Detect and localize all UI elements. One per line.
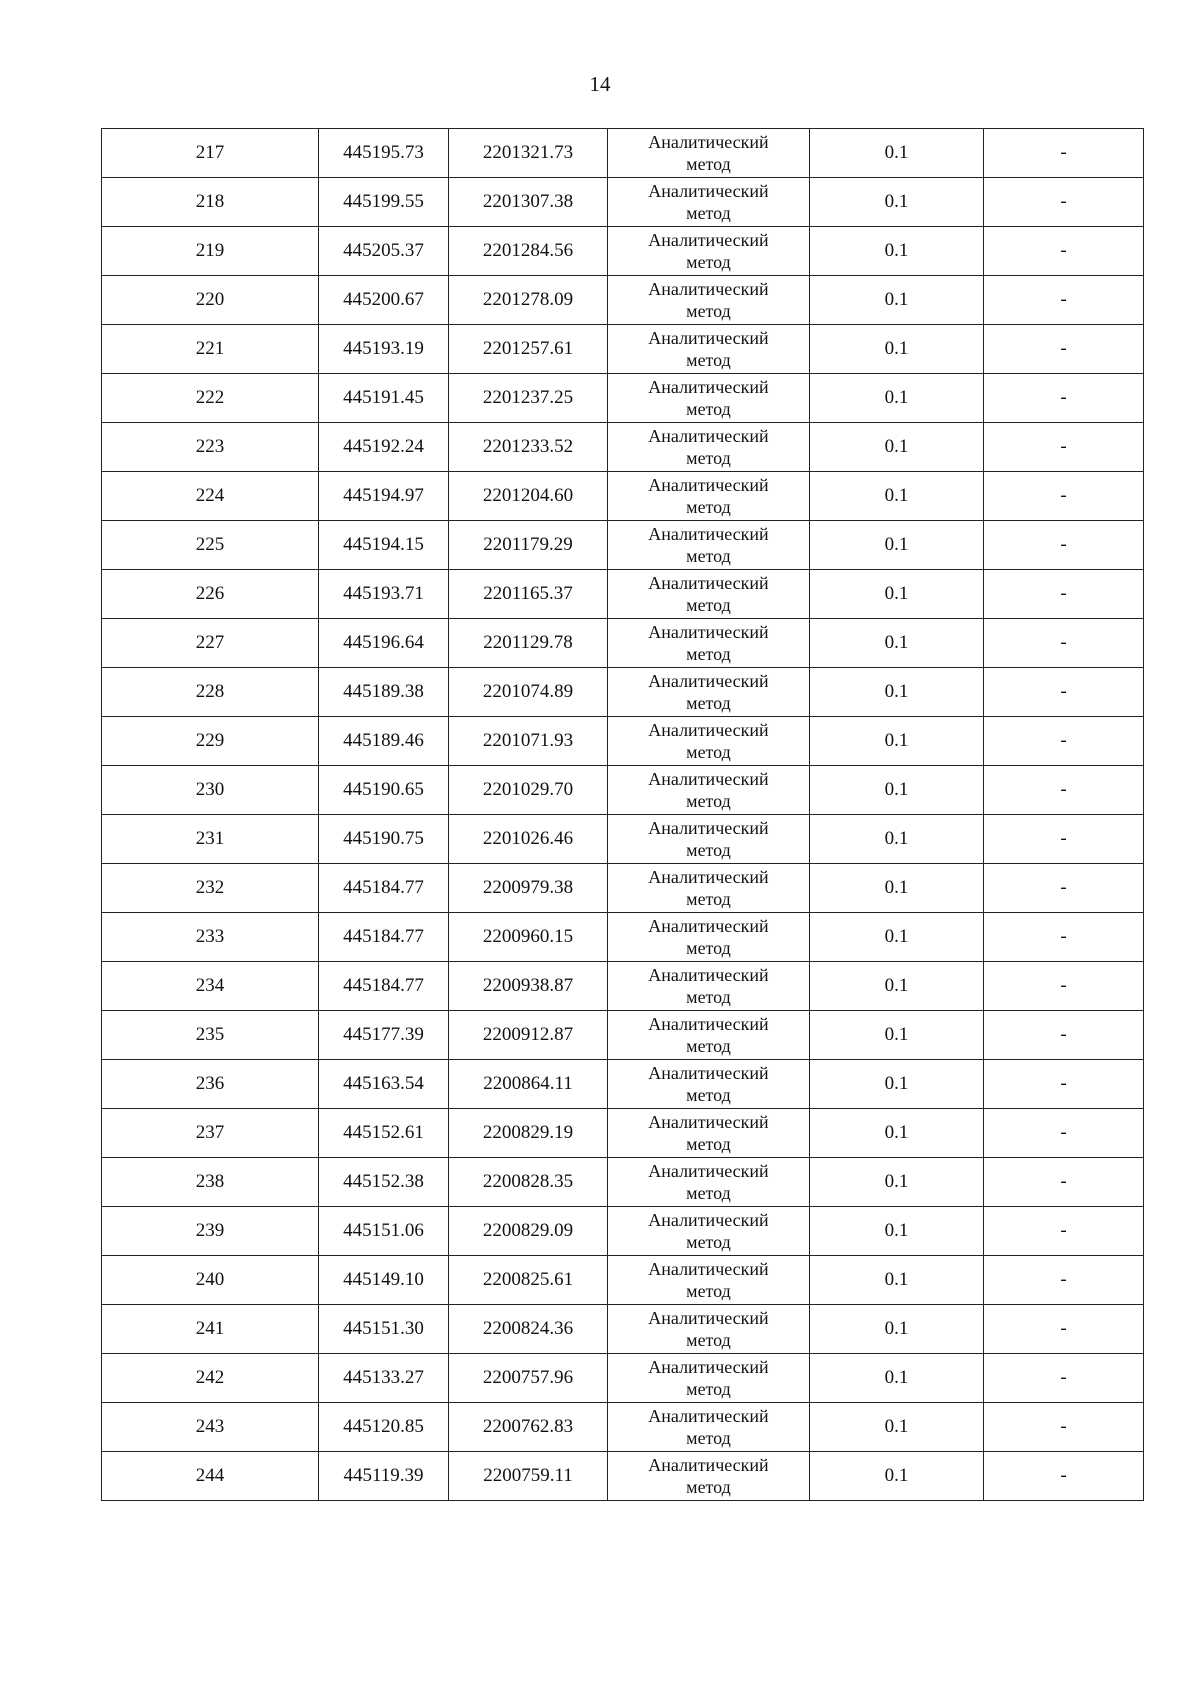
y-coordinate-cell: 2200829.19	[449, 1109, 608, 1158]
table-row	[102, 1354, 1144, 1403]
description-cell: -	[984, 374, 1144, 423]
y-coordinate-cell: 2201278.09	[449, 276, 608, 325]
method-cell	[608, 962, 810, 1011]
point-number-cell: 234	[102, 962, 319, 1011]
method-line-2: метод	[686, 840, 731, 860]
method-line-2: метод	[686, 1379, 731, 1399]
method-line-1: Аналитический	[648, 965, 769, 985]
point-number-cell: 226	[102, 570, 319, 619]
table-row	[102, 570, 1144, 619]
accuracy-cell: 0.1	[810, 962, 984, 1011]
method-cell	[608, 276, 810, 325]
x-coordinate-cell: 445191.45	[319, 374, 449, 423]
y-coordinate-cell: 2200759.11	[449, 1452, 608, 1501]
y-coordinate-cell: 2201233.52	[449, 423, 608, 472]
method-line-1: Аналитический	[648, 769, 769, 789]
method-cell	[608, 1452, 810, 1501]
point-number-cell: 229	[102, 717, 319, 766]
method-cell	[608, 717, 810, 766]
point-number-cell: 228	[102, 668, 319, 717]
table-row	[102, 1256, 1144, 1305]
x-coordinate-cell: 445189.38	[319, 668, 449, 717]
description-cell: -	[984, 423, 1144, 472]
x-coordinate-cell: 445192.24	[319, 423, 449, 472]
method-line-1: Аналитический	[648, 1014, 769, 1034]
accuracy-cell: 0.1	[810, 423, 984, 472]
accuracy-cell: 0.1	[810, 129, 984, 178]
method-line-1: Аналитический	[648, 426, 769, 446]
y-coordinate-cell: 2201029.70	[449, 766, 608, 815]
accuracy-cell: 0.1	[810, 864, 984, 913]
table-row	[102, 1207, 1144, 1256]
table-row	[102, 1403, 1144, 1452]
y-coordinate-cell: 2200824.36	[449, 1305, 608, 1354]
point-number-cell: 244	[102, 1452, 319, 1501]
table-row	[102, 668, 1144, 717]
method-line-2: метод	[686, 497, 731, 517]
description-cell: -	[984, 717, 1144, 766]
method-line-1: Аналитический	[648, 1161, 769, 1181]
point-number-cell: 221	[102, 325, 319, 374]
table-row	[102, 227, 1144, 276]
method-line-2: метод	[686, 742, 731, 762]
method-line-2: метод	[686, 889, 731, 909]
point-number-cell: 233	[102, 913, 319, 962]
method-cell	[608, 423, 810, 472]
method-line-2: метод	[686, 1330, 731, 1350]
table-row	[102, 325, 1144, 374]
x-coordinate-cell: 445133.27	[319, 1354, 449, 1403]
description-cell: -	[984, 864, 1144, 913]
description-cell: -	[984, 325, 1144, 374]
table-row	[102, 1158, 1144, 1207]
point-number-cell: 239	[102, 1207, 319, 1256]
description-cell: -	[984, 668, 1144, 717]
point-number-cell: 223	[102, 423, 319, 472]
x-coordinate-cell: 445194.15	[319, 521, 449, 570]
y-coordinate-cell: 2200864.11	[449, 1060, 608, 1109]
point-number-cell: 218	[102, 178, 319, 227]
description-cell: -	[984, 1109, 1144, 1158]
method-line-1: Аналитический	[648, 1455, 769, 1475]
y-coordinate-cell: 2200912.87	[449, 1011, 608, 1060]
description-cell: -	[984, 815, 1144, 864]
method-line-1: Аналитический	[648, 181, 769, 201]
method-line-1: Аналитический	[648, 720, 769, 740]
method-cell	[608, 1060, 810, 1109]
point-number-cell: 225	[102, 521, 319, 570]
description-cell: -	[984, 178, 1144, 227]
method-line-2: метод	[686, 301, 731, 321]
coordinates-table	[101, 128, 1144, 1501]
x-coordinate-cell: 445163.54	[319, 1060, 449, 1109]
description-cell: -	[984, 276, 1144, 325]
point-number-cell: 237	[102, 1109, 319, 1158]
method-line-2: метод	[686, 791, 731, 811]
y-coordinate-cell: 2201074.89	[449, 668, 608, 717]
description-cell: -	[984, 1354, 1144, 1403]
y-coordinate-cell: 2201165.37	[449, 570, 608, 619]
table-row	[102, 913, 1144, 962]
method-line-1: Аналитический	[648, 1112, 769, 1132]
description-cell: -	[984, 766, 1144, 815]
accuracy-cell: 0.1	[810, 374, 984, 423]
description-cell: -	[984, 1305, 1144, 1354]
x-coordinate-cell: 445194.97	[319, 472, 449, 521]
point-number-cell: 242	[102, 1354, 319, 1403]
accuracy-cell: 0.1	[810, 1158, 984, 1207]
method-line-1: Аналитический	[648, 475, 769, 495]
accuracy-cell: 0.1	[810, 913, 984, 962]
y-coordinate-cell: 2201321.73	[449, 129, 608, 178]
accuracy-cell: 0.1	[810, 717, 984, 766]
table-row	[102, 374, 1144, 423]
description-cell: -	[984, 1158, 1144, 1207]
method-line-1: Аналитический	[648, 1406, 769, 1426]
method-cell	[608, 1158, 810, 1207]
x-coordinate-cell: 445189.46	[319, 717, 449, 766]
method-line-1: Аналитический	[648, 671, 769, 691]
accuracy-cell: 0.1	[810, 276, 984, 325]
method-line-2: метод	[686, 350, 731, 370]
x-coordinate-cell: 445152.38	[319, 1158, 449, 1207]
point-number-cell: 235	[102, 1011, 319, 1060]
method-cell	[608, 325, 810, 374]
x-coordinate-cell: 445152.61	[319, 1109, 449, 1158]
point-number-cell: 224	[102, 472, 319, 521]
method-cell	[608, 668, 810, 717]
point-number-cell: 238	[102, 1158, 319, 1207]
y-coordinate-cell: 2200825.61	[449, 1256, 608, 1305]
accuracy-cell: 0.1	[810, 570, 984, 619]
table-row	[102, 423, 1144, 472]
accuracy-cell: 0.1	[810, 1060, 984, 1109]
y-coordinate-cell: 2200938.87	[449, 962, 608, 1011]
accuracy-cell: 0.1	[810, 1207, 984, 1256]
description-cell: -	[984, 1011, 1144, 1060]
accuracy-cell: 0.1	[810, 1011, 984, 1060]
method-line-2: метод	[686, 1183, 731, 1203]
y-coordinate-cell: 2201307.38	[449, 178, 608, 227]
method-line-2: метод	[686, 938, 731, 958]
x-coordinate-cell: 445184.77	[319, 864, 449, 913]
description-cell: -	[984, 962, 1144, 1011]
method-cell	[608, 1256, 810, 1305]
method-line-2: метод	[686, 399, 731, 419]
point-number-cell: 240	[102, 1256, 319, 1305]
x-coordinate-cell: 445205.37	[319, 227, 449, 276]
method-cell	[608, 864, 810, 913]
y-coordinate-cell: 2201071.93	[449, 717, 608, 766]
point-number-cell: 241	[102, 1305, 319, 1354]
accuracy-cell: 0.1	[810, 1109, 984, 1158]
x-coordinate-cell: 445199.55	[319, 178, 449, 227]
method-line-1: Аналитический	[648, 916, 769, 936]
method-line-1: Аналитический	[648, 1063, 769, 1083]
description-cell: -	[984, 619, 1144, 668]
description-cell: -	[984, 1452, 1144, 1501]
method-line-1: Аналитический	[648, 328, 769, 348]
accuracy-cell: 0.1	[810, 178, 984, 227]
method-line-2: метод	[686, 154, 731, 174]
method-line-1: Аналитический	[648, 524, 769, 544]
y-coordinate-cell: 2200979.38	[449, 864, 608, 913]
y-coordinate-cell: 2201204.60	[449, 472, 608, 521]
x-coordinate-cell: 445184.77	[319, 962, 449, 1011]
y-coordinate-cell: 2200828.35	[449, 1158, 608, 1207]
method-cell	[608, 178, 810, 227]
accuracy-cell: 0.1	[810, 472, 984, 521]
accuracy-cell: 0.1	[810, 1354, 984, 1403]
description-cell: -	[984, 1256, 1144, 1305]
description-cell: -	[984, 570, 1144, 619]
method-line-2: метод	[686, 1477, 731, 1497]
accuracy-cell: 0.1	[810, 1256, 984, 1305]
y-coordinate-cell: 2201179.29	[449, 521, 608, 570]
x-coordinate-cell: 445120.85	[319, 1403, 449, 1452]
accuracy-cell: 0.1	[810, 227, 984, 276]
table-row	[102, 276, 1144, 325]
table-row	[102, 815, 1144, 864]
method-cell	[608, 374, 810, 423]
accuracy-cell: 0.1	[810, 766, 984, 815]
description-cell: -	[984, 227, 1144, 276]
description-cell: -	[984, 521, 1144, 570]
accuracy-cell: 0.1	[810, 1403, 984, 1452]
method-cell	[608, 472, 810, 521]
y-coordinate-cell: 2201129.78	[449, 619, 608, 668]
x-coordinate-cell: 445193.71	[319, 570, 449, 619]
point-number-cell: 230	[102, 766, 319, 815]
x-coordinate-cell: 445151.30	[319, 1305, 449, 1354]
y-coordinate-cell: 2201257.61	[449, 325, 608, 374]
y-coordinate-cell: 2201237.25	[449, 374, 608, 423]
method-line-1: Аналитический	[648, 1259, 769, 1279]
method-line-2: метод	[686, 595, 731, 615]
method-line-1: Аналитический	[648, 1210, 769, 1230]
accuracy-cell: 0.1	[810, 668, 984, 717]
table-row	[102, 1109, 1144, 1158]
description-cell: -	[984, 1403, 1144, 1452]
method-cell	[608, 1109, 810, 1158]
table-row	[102, 1305, 1144, 1354]
method-line-2: метод	[686, 1085, 731, 1105]
method-line-2: метод	[686, 644, 731, 664]
table-row	[102, 864, 1144, 913]
method-line-2: метод	[686, 1428, 731, 1448]
method-cell	[608, 570, 810, 619]
accuracy-cell: 0.1	[810, 521, 984, 570]
method-line-1: Аналитический	[648, 132, 769, 152]
point-number-cell: 219	[102, 227, 319, 276]
coordinates-table-body	[102, 129, 1144, 1501]
point-number-cell: 236	[102, 1060, 319, 1109]
accuracy-cell: 0.1	[810, 1452, 984, 1501]
table-row	[102, 1452, 1144, 1501]
point-number-cell: 232	[102, 864, 319, 913]
point-number-cell: 222	[102, 374, 319, 423]
description-cell: -	[984, 129, 1144, 178]
x-coordinate-cell: 445195.73	[319, 129, 449, 178]
method-line-2: метод	[686, 1232, 731, 1252]
point-number-cell: 217	[102, 129, 319, 178]
x-coordinate-cell: 445119.39	[319, 1452, 449, 1501]
page-number: 14	[589, 72, 611, 96]
x-coordinate-cell: 445196.64	[319, 619, 449, 668]
method-cell	[608, 521, 810, 570]
x-coordinate-cell: 445151.06	[319, 1207, 449, 1256]
table-row	[102, 962, 1144, 1011]
x-coordinate-cell: 445200.67	[319, 276, 449, 325]
method-cell	[608, 815, 810, 864]
x-coordinate-cell: 445190.65	[319, 766, 449, 815]
table-row	[102, 472, 1144, 521]
description-cell: -	[984, 1060, 1144, 1109]
method-cell	[608, 913, 810, 962]
method-cell	[608, 1207, 810, 1256]
table-row	[102, 1060, 1144, 1109]
point-number-cell: 231	[102, 815, 319, 864]
table-row	[102, 717, 1144, 766]
method-cell	[608, 129, 810, 178]
x-coordinate-cell: 445177.39	[319, 1011, 449, 1060]
table-row	[102, 619, 1144, 668]
point-number-cell: 220	[102, 276, 319, 325]
method-cell	[608, 1011, 810, 1060]
y-coordinate-cell: 2201284.56	[449, 227, 608, 276]
method-line-2: метод	[686, 1036, 731, 1056]
method-line-1: Аналитический	[648, 1357, 769, 1377]
method-line-1: Аналитический	[648, 622, 769, 642]
accuracy-cell: 0.1	[810, 325, 984, 374]
description-cell: -	[984, 913, 1144, 962]
description-cell: -	[984, 472, 1144, 521]
x-coordinate-cell: 445184.77	[319, 913, 449, 962]
accuracy-cell: 0.1	[810, 815, 984, 864]
method-line-2: метод	[686, 1134, 731, 1154]
y-coordinate-cell: 2201026.46	[449, 815, 608, 864]
method-line-1: Аналитический	[648, 818, 769, 838]
x-coordinate-cell: 445190.75	[319, 815, 449, 864]
table-row	[102, 766, 1144, 815]
y-coordinate-cell: 2200829.09	[449, 1207, 608, 1256]
y-coordinate-cell: 2200960.15	[449, 913, 608, 962]
method-line-2: метод	[686, 1281, 731, 1301]
table-row	[102, 129, 1144, 178]
point-number-cell: 227	[102, 619, 319, 668]
table-row	[102, 1011, 1144, 1060]
method-line-2: метод	[686, 693, 731, 713]
method-line-1: Аналитический	[648, 279, 769, 299]
x-coordinate-cell: 445149.10	[319, 1256, 449, 1305]
table-row	[102, 521, 1144, 570]
accuracy-cell: 0.1	[810, 619, 984, 668]
method-cell	[608, 227, 810, 276]
method-line-1: Аналитический	[648, 377, 769, 397]
method-line-1: Аналитический	[648, 1308, 769, 1328]
method-cell	[608, 619, 810, 668]
point-number-cell: 243	[102, 1403, 319, 1452]
description-cell: -	[984, 1207, 1144, 1256]
table-row	[102, 178, 1144, 227]
method-cell	[608, 1305, 810, 1354]
method-cell	[608, 1403, 810, 1452]
method-line-2: метод	[686, 448, 731, 468]
y-coordinate-cell: 2200757.96	[449, 1354, 608, 1403]
method-cell	[608, 1354, 810, 1403]
method-line-1: Аналитический	[648, 573, 769, 593]
method-line-2: метод	[686, 546, 731, 566]
accuracy-cell: 0.1	[810, 1305, 984, 1354]
method-cell	[608, 766, 810, 815]
x-coordinate-cell: 445193.19	[319, 325, 449, 374]
method-line-1: Аналитический	[648, 230, 769, 250]
method-line-2: метод	[686, 987, 731, 1007]
y-coordinate-cell: 2200762.83	[449, 1403, 608, 1452]
method-line-2: метод	[686, 203, 731, 223]
method-line-1: Аналитический	[648, 867, 769, 887]
method-line-2: метод	[686, 252, 731, 272]
